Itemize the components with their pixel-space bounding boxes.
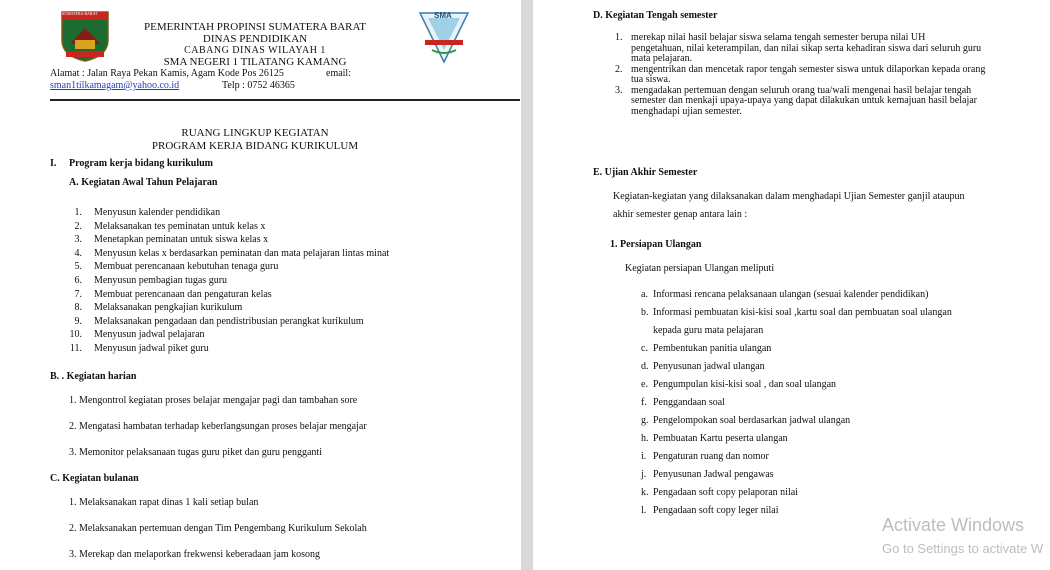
west-sumatra-emblem-icon xyxy=(60,10,110,62)
list-item: b. Informasi pembuatan kisi-kisi soal ,kartu soal dan pembuatan soal ulangan xyxy=(641,307,952,318)
list-item: h. Pembuatan Kartu peserta ulangan xyxy=(641,433,788,444)
list-item: c. Pembentukan panitia ulangan xyxy=(641,343,772,354)
list-a xyxy=(60,206,389,356)
letterhead-email-link[interactable]: sman1tilkamagam@yahoo.co.id xyxy=(50,80,180,91)
list-item: d. Penyusunan jadwal ulangan xyxy=(641,361,765,372)
letterhead-rule xyxy=(50,99,520,101)
list-item: 4. Menyusun kelas x berdasarkan peminatan dan mata pelajaran lintas minat xyxy=(74,247,390,259)
section-d-heading: D. Kegiatan Tengah semester xyxy=(593,10,718,21)
section-c-heading: C. Kegiatan bulanan xyxy=(50,473,139,484)
list-item: 10. Menyusun jadwal pelajaran xyxy=(69,329,205,341)
list-item: 1. Melaksanakan rapat dinas 1 kali setiap bulan xyxy=(69,497,259,508)
letterhead-email-label: email: xyxy=(326,68,351,79)
section-1-number: I. xyxy=(50,158,57,169)
emblem-label: SUMATERA BARAT xyxy=(62,11,98,16)
section-1-heading: Program kerja bidang kurikulum xyxy=(69,158,213,169)
list-item: j. Penyusunan Jadwal pengawas xyxy=(641,469,774,480)
subsection-1-intro: Kegiatan persiapan Ulangan meliputi xyxy=(625,263,775,274)
subsection-1-heading: 1. Persiapan Ulangan xyxy=(610,239,702,250)
list-item: 2. Melaksanakan pertemuan dengan Tim Pengembang Kurikulum Sekolah xyxy=(69,523,367,534)
list-item: 8. Melaksanakan pengkajian kurikulum xyxy=(74,302,243,314)
list-e xyxy=(641,286,952,520)
list-item: kepada guru mata pelajaran xyxy=(653,325,764,336)
doc-subtitle: PROGRAM KERJA BIDANG KURIKULUM xyxy=(151,140,359,152)
letterhead-government: PEMERINTAH PROPINSI SUMATERA BARAT xyxy=(144,21,366,33)
list-item: 1. merekap nilai hasil belajar siswa selama tengah semester berupa nilai UH pengetahuan, nilai keterampilan, dan nilai sikap serta kehadiran siswa dari seluruh guru mata pelajaran. xyxy=(615,32,982,64)
list-item: k. Pengadaan soft copy pelaporan nilai xyxy=(641,487,798,498)
section-e-intro-2: akhir semester genap antara lain : xyxy=(613,209,748,220)
section-e-heading: E. Ujian Akhir Semester xyxy=(593,167,698,178)
list-item: 1. Menyusun kalender pendidikan xyxy=(74,207,221,218)
letterhead-branch: CABANG DINAS WILAYAH 1 xyxy=(184,45,326,56)
document-page-right xyxy=(533,0,1050,570)
list-item: 2. Mengatasi hambatan terhadap keberlangsungan proses belajar mengajar xyxy=(69,421,367,432)
list-item: 9. Melaksanakan pengadaan dan pendistribusian perangkat kurikulum xyxy=(74,315,364,327)
list-item: a. Informasi rencana pelaksanaan ulangan (sesuai kalender pendidikan) xyxy=(641,289,929,300)
list-item: 3. Menetapkan peminatan untuk siswa kelas x xyxy=(74,234,269,246)
section-e-intro-1: Kegiatan-kegiatan yang dilaksanakan dalam menghadapi Ujian Semester ganjil ataupun xyxy=(613,191,965,202)
list-d xyxy=(615,33,985,117)
list-item: 7. Membuat perencanaan dan pengaturan kelas xyxy=(74,288,272,300)
activate-windows-title: Activate Windows xyxy=(882,515,1025,535)
list-item: 3. Memonitor pelaksanaan tugas guru piket dan guru pengganti xyxy=(69,447,322,458)
document-page-left xyxy=(0,0,521,570)
list-item: l. Pengadaan soft copy leger nilai xyxy=(641,505,779,516)
doc-title: RUANG LINGKUP KEGIATAN xyxy=(181,127,329,139)
list-item: 2. mengentrikan dan mencetak rapor tengah semester siswa untuk dilaporkan kepada orang tua siswa. xyxy=(615,63,986,85)
section-a-heading: A. Kegiatan Awal Tahun Pelajaran xyxy=(69,177,218,188)
list-item: 3. Merekap dan melaporkan frekwensi keberadaan jam kosong xyxy=(69,549,321,560)
letterhead-department: DINAS PENDIDIKAN xyxy=(202,33,308,45)
letterhead-school: SMA NEGERI 1 TILATANG KAMANG xyxy=(163,56,347,68)
list-item: f. Penggandaan soal xyxy=(641,397,725,408)
section-b-heading: B. . Kegiatan harian xyxy=(50,371,137,382)
letterhead-phone: Telp : 0752 46365 xyxy=(222,80,295,91)
list-item: 5. Membuat perencanaan kebutuhan tenaga guru xyxy=(74,261,279,273)
activate-windows-subtitle[interactable]: Go to Settings to activate W xyxy=(882,541,1044,556)
school-logo-label: SMA xyxy=(434,11,452,20)
list-item: 6. Menyusun pembagian tugas guru xyxy=(74,274,228,286)
list-item: 2. Melaksanakan tes peminatan untuk kelas x xyxy=(74,220,266,232)
list-item: 1. Mengontrol kegiatan proses belajar mengajar pagi dan tambahan sore xyxy=(69,395,358,406)
letterhead-address: Alamat : Jalan Raya Pekan Kamis, Agam Kode Pos 26125 xyxy=(50,68,284,79)
list-item: i. Pengaturan ruang dan nomor xyxy=(641,451,769,462)
list-item: 3. mengadakan pertemuan dengan seluruh orang tua/wali mengenai hasil belajar tengah semester dan menkaji upaya-upaya yang dapat dilakukan untuk kemajuan hasil belajar menghadapi ujian semester. xyxy=(615,84,977,117)
list-item: 11. Menyusun jadwal piket guru xyxy=(69,342,209,354)
list-item: g. Pengelompokan soal berdasarkan jadwal ulangan xyxy=(641,415,851,426)
list-item: e. Pengumpulan kisi-kisi soal , dan soal ulangan xyxy=(641,379,837,390)
